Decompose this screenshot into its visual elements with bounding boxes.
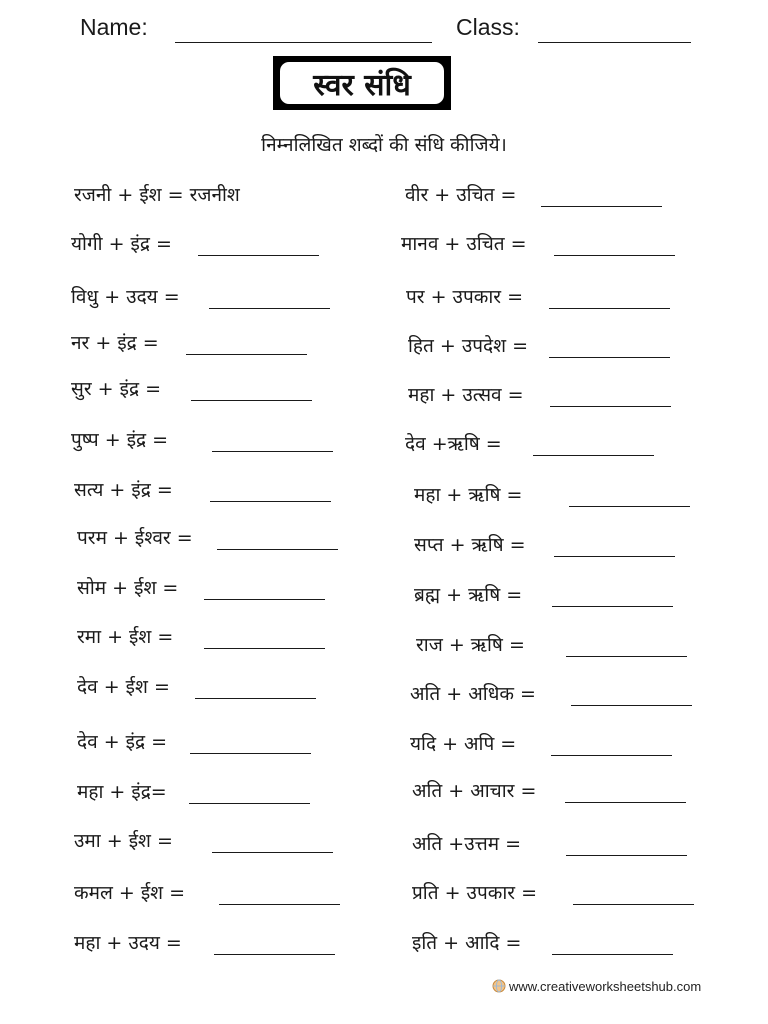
question-text: सप्त + ऋषि = [414, 534, 526, 556]
answer-blank[interactable] [219, 904, 340, 905]
question-text: देव + ईश = [77, 676, 170, 698]
class-field-line[interactable] [538, 42, 691, 43]
answer-blank[interactable] [571, 705, 692, 706]
worksheet-title: स्वर संधि [280, 62, 444, 104]
answer-blank[interactable] [566, 656, 687, 657]
answer-blank[interactable] [566, 855, 687, 856]
answer-blank[interactable] [198, 255, 319, 256]
title-banner [273, 56, 451, 110]
answer-blank[interactable] [554, 556, 675, 557]
answer-blank[interactable] [212, 852, 333, 853]
answer-blank[interactable] [569, 506, 690, 507]
class-label: Class: [456, 14, 520, 40]
question-text: अति + अधिक = [410, 683, 536, 705]
name-label: Name: [80, 14, 148, 40]
answer-blank[interactable] [212, 451, 333, 452]
footer-url[interactable]: www.creativeworksheetshub.com [509, 978, 702, 994]
answer-blank[interactable] [552, 954, 673, 955]
answer-blank[interactable] [189, 803, 310, 804]
question-text: देव + इंद्र = [77, 731, 168, 753]
question-text: वीर + उचित = [405, 184, 517, 206]
question-text: हित + उपदेश = [408, 335, 529, 357]
answer-blank[interactable] [209, 308, 330, 309]
question-text: अति + आचार = [412, 780, 537, 802]
answer-blank[interactable] [565, 802, 686, 803]
question-text: योगी + इंद्र = [71, 233, 172, 255]
question-text: पर + उपकार = [406, 286, 524, 308]
answer-blank[interactable] [217, 549, 338, 550]
question-text: रमा + ईश = [77, 626, 174, 648]
question-text: विधु + उदय = [71, 286, 180, 308]
question-text: कमल + ईश = [74, 882, 186, 904]
worksheet-header [0, 12, 768, 48]
instruction-text: निम्नलिखित शब्दों की संधि कीजिये। [261, 134, 507, 156]
question-text: उमा + ईश = [74, 830, 173, 852]
question-text: यदि + अपि = [410, 733, 517, 755]
answer-blank[interactable] [573, 904, 694, 905]
question-text: नर + इंद्र = [71, 332, 159, 354]
question-text: रजनी + ईश = रजनीश [74, 184, 240, 206]
question-text: देव +ऋषि = [405, 433, 502, 455]
answer-blank[interactable] [551, 755, 672, 756]
footer [492, 977, 701, 995]
question-text: सुर + इंद्र = [71, 378, 161, 400]
question-text: राज + ऋषि = [416, 634, 525, 656]
answer-blank[interactable] [191, 400, 312, 401]
globe-icon [492, 979, 506, 993]
answer-blank[interactable] [195, 698, 316, 699]
answer-blank[interactable] [190, 753, 311, 754]
question-text: पुष्प + इंद्र = [71, 429, 169, 451]
question-text: महा + उत्सव = [408, 384, 524, 406]
question-text: प्रति + उपकार = [412, 882, 538, 904]
answer-blank[interactable] [554, 255, 675, 256]
answer-blank[interactable] [549, 357, 670, 358]
answer-blank[interactable] [552, 606, 673, 607]
question-text: सोम + ईश = [77, 577, 179, 599]
question-text: मानव + उचित = [401, 233, 527, 255]
question-text: परम + ईश्वर = [77, 527, 193, 549]
question-text: अति +उत्तम = [412, 833, 522, 855]
answer-blank[interactable] [214, 954, 335, 955]
answer-blank[interactable] [186, 354, 307, 355]
answer-blank[interactable] [541, 206, 662, 207]
question-text: इति + आदि = [412, 932, 522, 954]
question-text: महा + ऋषि = [414, 484, 523, 506]
name-field-line[interactable] [175, 42, 432, 43]
answer-blank[interactable] [533, 455, 654, 456]
question-text: महा + इंद्र= [77, 781, 167, 803]
question-text: महा + उदय = [74, 932, 182, 954]
question-text: सत्य + इंद्र = [74, 479, 173, 501]
answer-blank[interactable] [550, 406, 671, 407]
answer-blank[interactable] [210, 501, 331, 502]
answer-blank[interactable] [204, 599, 325, 600]
answer-blank[interactable] [204, 648, 325, 649]
question-text: ब्रह्म + ऋषि = [414, 584, 523, 606]
answer-blank[interactable] [549, 308, 670, 309]
